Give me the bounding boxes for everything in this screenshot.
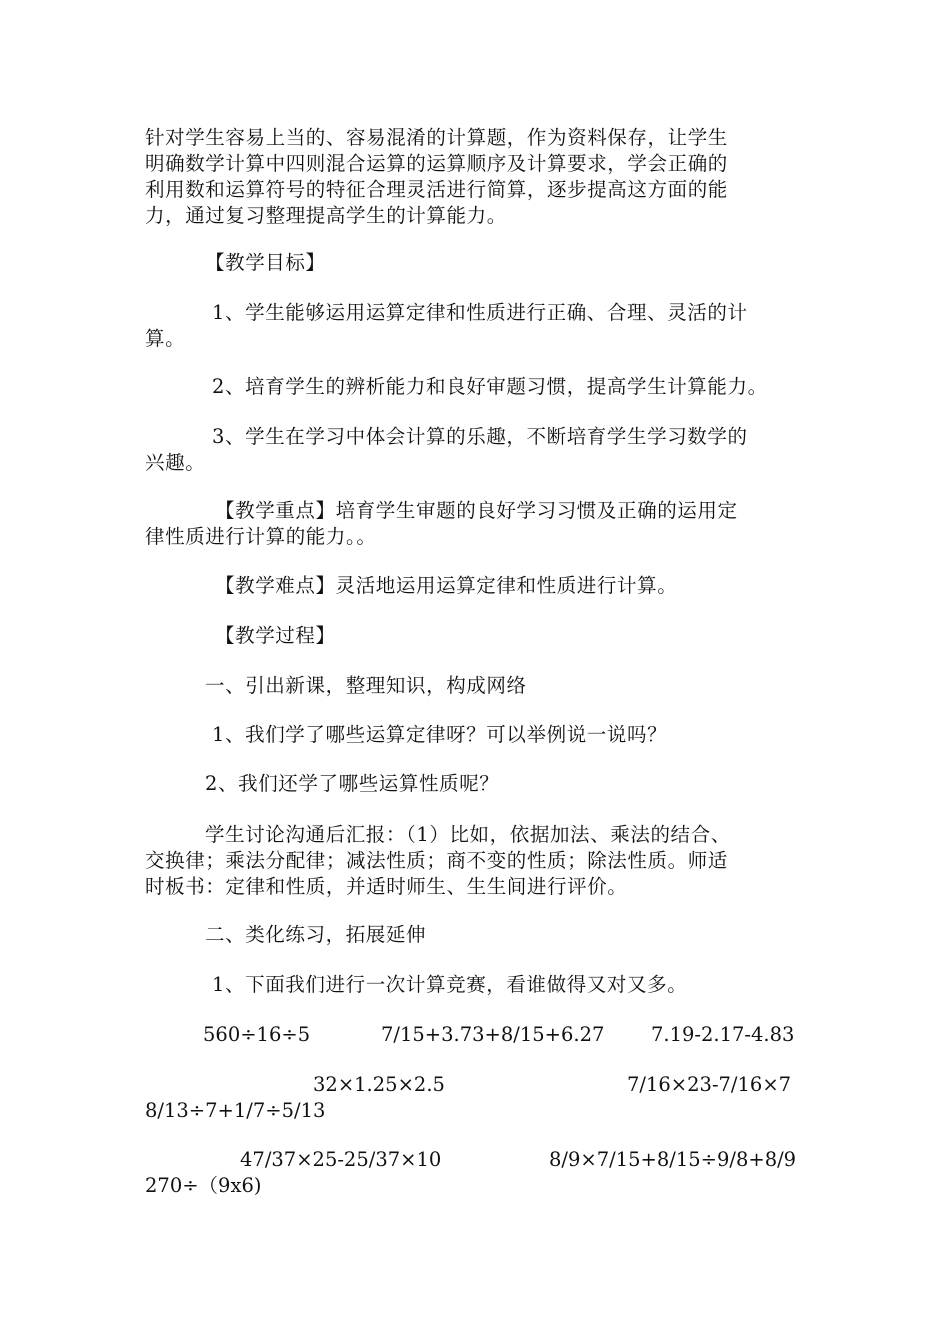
objective-2: 2、培育学生的辨析能力和良好审题习惯，提高学生计算能力。 xyxy=(212,375,768,398)
process-heading: 【教学过程】 xyxy=(215,624,336,647)
part-2-item-1: 1、下面我们进行一次计算竞赛，看谁做得又对又多。 xyxy=(212,973,688,996)
discussion-line-2: 交换律；乘法分配律；减法性质；商不变的性质；除法性质。师适 xyxy=(145,849,728,872)
difficulty: 【教学难点】灵活地运用运算定律和性质进行计算。 xyxy=(215,574,678,597)
part-2-heading: 二、类化练习，拓展延伸 xyxy=(205,923,427,946)
exercise-2: 7/15+3.73+8/15+6.27 xyxy=(381,1023,605,1046)
exercise-4: 32×1.25×2.5 xyxy=(313,1073,445,1096)
exercise-7: 47/37×25-25/37×10 xyxy=(240,1148,442,1171)
intro-line-1: 针对学生容易上当的、容易混淆的计算题，作为资料保存，让学生 xyxy=(145,126,728,149)
key-point-line-2: 律性质进行计算的能力。。 xyxy=(145,525,377,548)
intro-line-3: 利用数和运算符号的特征合理灵活进行简算，逐步提高这方面的能 xyxy=(145,178,728,201)
discussion-line-3: 时板书：定律和性质，并适时师生、生生间进行评价。 xyxy=(145,875,628,898)
part-1-heading: 一、引出新课，整理知识，构成网络 xyxy=(205,674,527,697)
discussion-line-1: 学生讨论沟通后汇报：（1）比如，依据加法、乘法的结合、 xyxy=(205,823,731,846)
exercise-5: 7/16×23-7/16×7 xyxy=(627,1073,792,1096)
objectives-heading: 【教学目标】 xyxy=(205,251,326,274)
exercise-8: 8/9×7/15+8/15÷9/8+8/9 xyxy=(549,1148,797,1171)
key-point-line-1: 【教学重点】培育学生审题的良好学习习惯及正确的运用定 xyxy=(215,499,738,522)
part-1-question-1: 1、我们学了哪些运算定律呀？可以举例说一说吗？ xyxy=(212,723,668,746)
objective-3-line-2: 兴趣。 xyxy=(145,451,206,474)
exercise-1: 560÷16÷5 xyxy=(203,1023,311,1046)
objective-1-line-1: 1、学生能够运用运算定律和性质进行正确、合理、灵活的计 xyxy=(212,301,748,324)
objective-3-line-1: 3、学生在学习中体会计算的乐趣，不断培育学生学习数学的 xyxy=(212,425,748,448)
intro-line-2: 明确数学计算中四则混合运算的运算顺序及计算要求，学会正确的 xyxy=(145,152,728,175)
exercise-9: 270÷（9x6) xyxy=(145,1174,262,1197)
part-1-question-2: 2、我们还学了哪些运算性质呢？ xyxy=(205,772,500,795)
exercise-6: 8/13÷7+1/7÷5/13 xyxy=(145,1099,326,1122)
intro-line-4: 力，通过复习整理提高学生的计算能力。 xyxy=(145,204,507,227)
exercise-3: 7.19-2.17-4.83 xyxy=(651,1023,795,1046)
objective-1-line-2: 算。 xyxy=(145,327,186,350)
